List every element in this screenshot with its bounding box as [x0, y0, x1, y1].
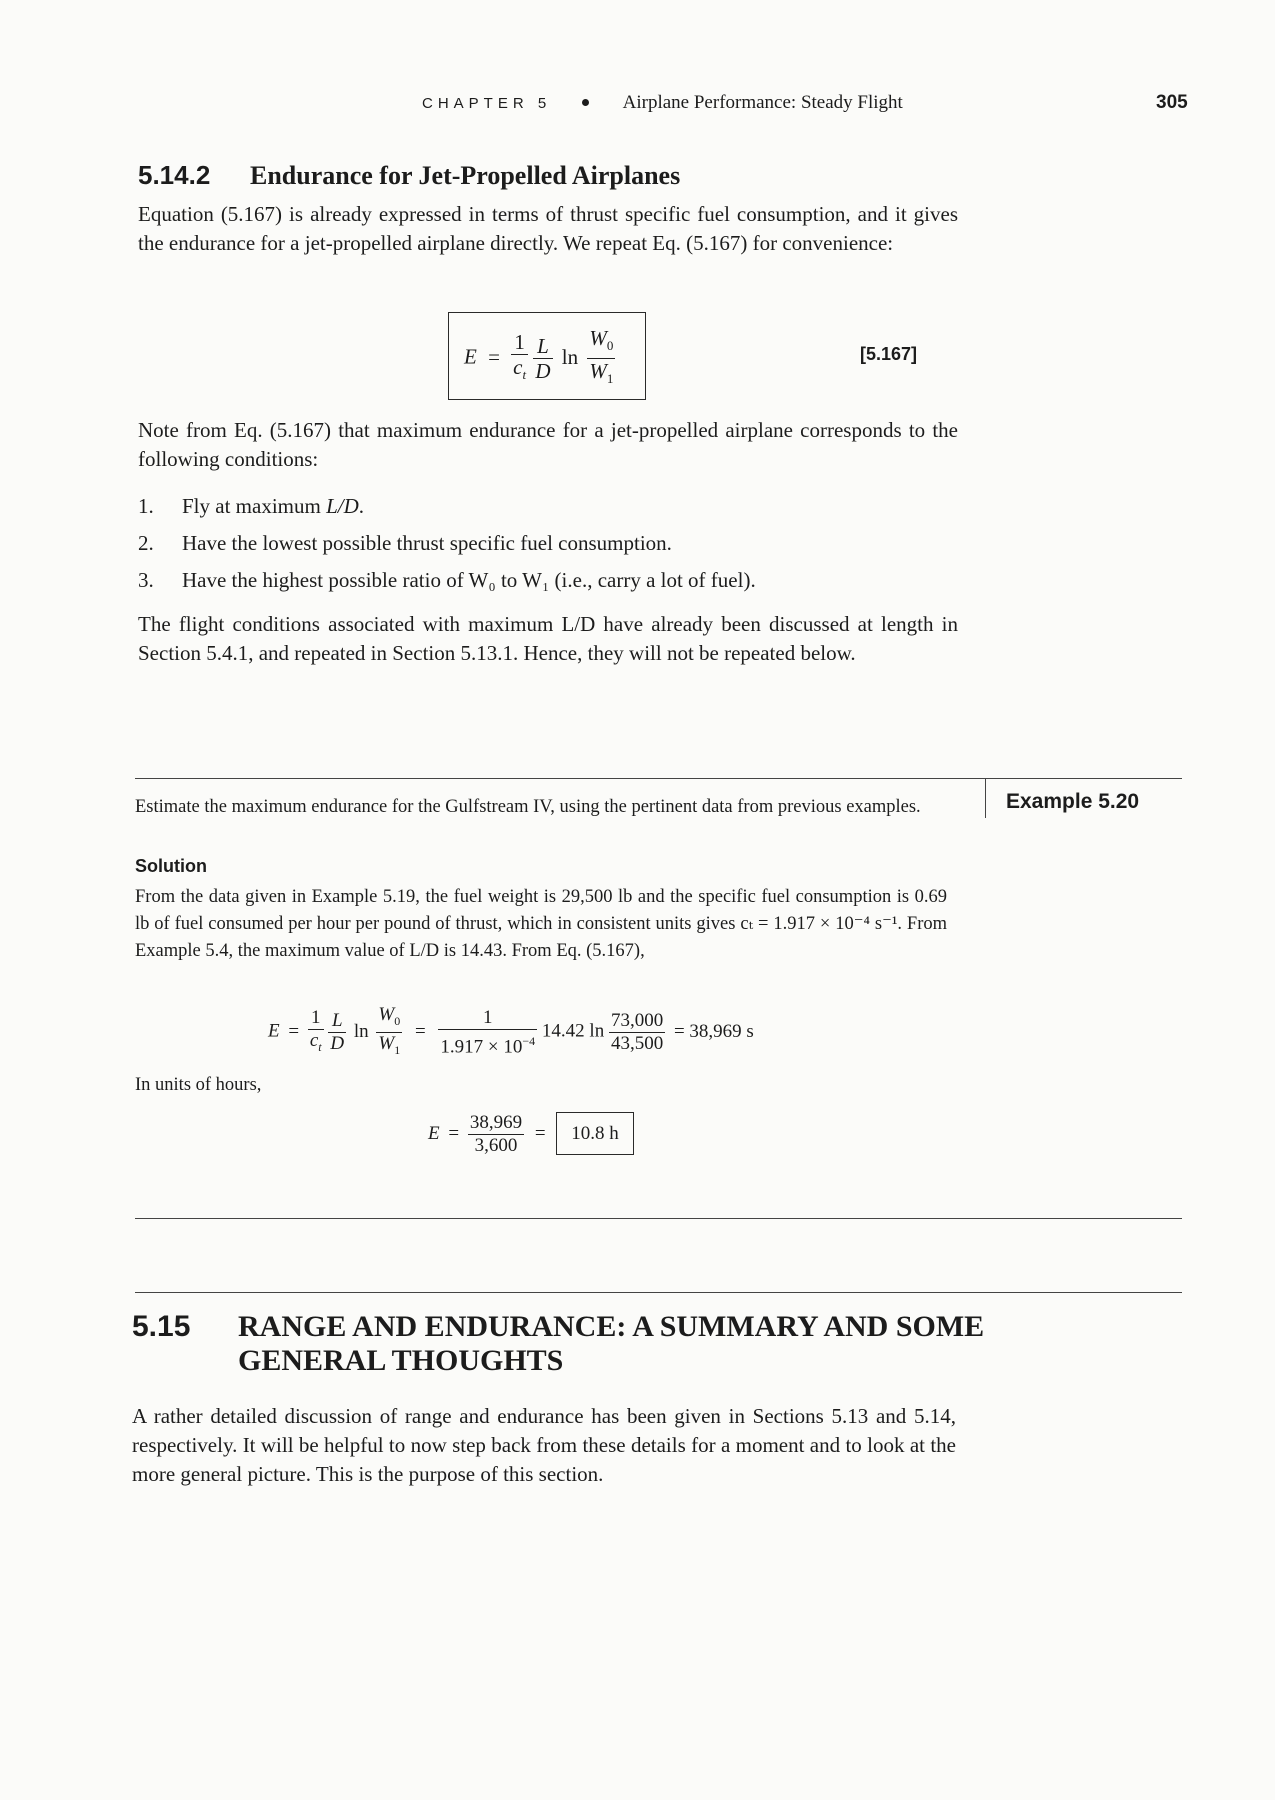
eq-frac-3: $\frac{W_0}{W_1}$ [589, 326, 614, 387]
chapter-title: Airplane Performance: Steady Flight [622, 92, 903, 113]
section-number: 5.15 [132, 1310, 191, 1343]
section-5-15-paragraph: A rather detailed discussion of range and endurance has been given in Sections 5.13 and 5.14, respectively. It will be helpful to now step back from these details for a moment and to look at the more general picture. This is the purpose of this section. [132, 1404, 956, 1486]
equation-tag: [5.167] [860, 344, 918, 364]
bullet-icon [582, 99, 589, 106]
section-title: Endurance for Jet-Propelled Airplanes [250, 161, 681, 190]
list-item: 2. Have the lowest possible thrust specific fuel consumption. [138, 531, 672, 555]
example-top-rule [135, 778, 1182, 779]
equation-5-167 [464, 326, 615, 391]
worked-equation-1: E = $\frac{1}{c_t}$ $\frac{L}{D}$ ln $\frac{W_0}{W_1}$ = $\frac{1}{1.917 \times 10^{-4}}$ 14.42 ln $\frac{73,000}{43,500}$ = 38,969 s [268, 1004, 754, 1057]
eq-ln: ln [561, 344, 579, 369]
running-header [422, 92, 903, 114]
section-number: 5.14.2 [138, 160, 211, 190]
example-bottom-rule [135, 1218, 1182, 1219]
section-top-rule [135, 1292, 1182, 1293]
units-text: In units of hours, [135, 1075, 262, 1095]
solution-label: Solution [135, 856, 207, 876]
section-heading [138, 160, 680, 191]
example-problem: Estimate the maximum endurance for the Gulfstream IV, using the pertinent data from previous examples. [135, 797, 921, 817]
eq-lhs: E [464, 344, 477, 369]
closing-paragraph: The flight conditions associated with maximum L/D have already been discussed at length in Section 5.4.1, and repeated in Section 5.13.1. Hence, they will not be repeated below. [138, 612, 958, 665]
example-divider [985, 778, 986, 818]
answer-box: 10.8 h [556, 1112, 634, 1155]
intro-paragraph: Equation (5.167) is already expressed in terms of thrust specific fuel consumption, and it gives the endurance for a jet-propelled airplane directly. We repeat Eq. (5.167) for convenience: [138, 202, 958, 255]
eq-frac-2: $\frac{L}{D}$ [535, 334, 551, 384]
eq-frac-1: $\frac{1}{c_t}$ [513, 330, 527, 383]
example-label: Example 5.20 [1006, 790, 1140, 813]
note-paragraph: Note from Eq. (5.167) that maximum endurance for a jet-propelled airplane corresponds to the following conditions: [138, 418, 958, 471]
list-item: 1. Fly at maximum L/D. [138, 494, 365, 518]
page-number: 305 [1156, 92, 1188, 113]
worked-equation-2: E = $\frac{38,969}{3,600}$ = 10.8 h [428, 1112, 634, 1157]
eq-equals: = [488, 344, 500, 369]
section-title: RANGE AND ENDURANCE: A SUMMARY AND SOME GENERAL THOUGHTS [238, 1310, 985, 1377]
chapter-label: CHAPTER 5 [422, 95, 552, 112]
list-item: 3. Have the highest possible ratio of W₀ to W₁ (i.e., carry a lot of fuel). [138, 568, 756, 592]
solution-text: From the data given in Example 5.19, the fuel weight is 29,500 lb and the specific fuel consumption is 0.69 lb of fuel consumed per hour per pound of thrust, which in consistent units gives cₜ = 1.917 × 10⁻⁴ s⁻¹. From Example 5.4, the maximum value of L/D is 14.43. From Eq. (5.167), [135, 887, 947, 961]
